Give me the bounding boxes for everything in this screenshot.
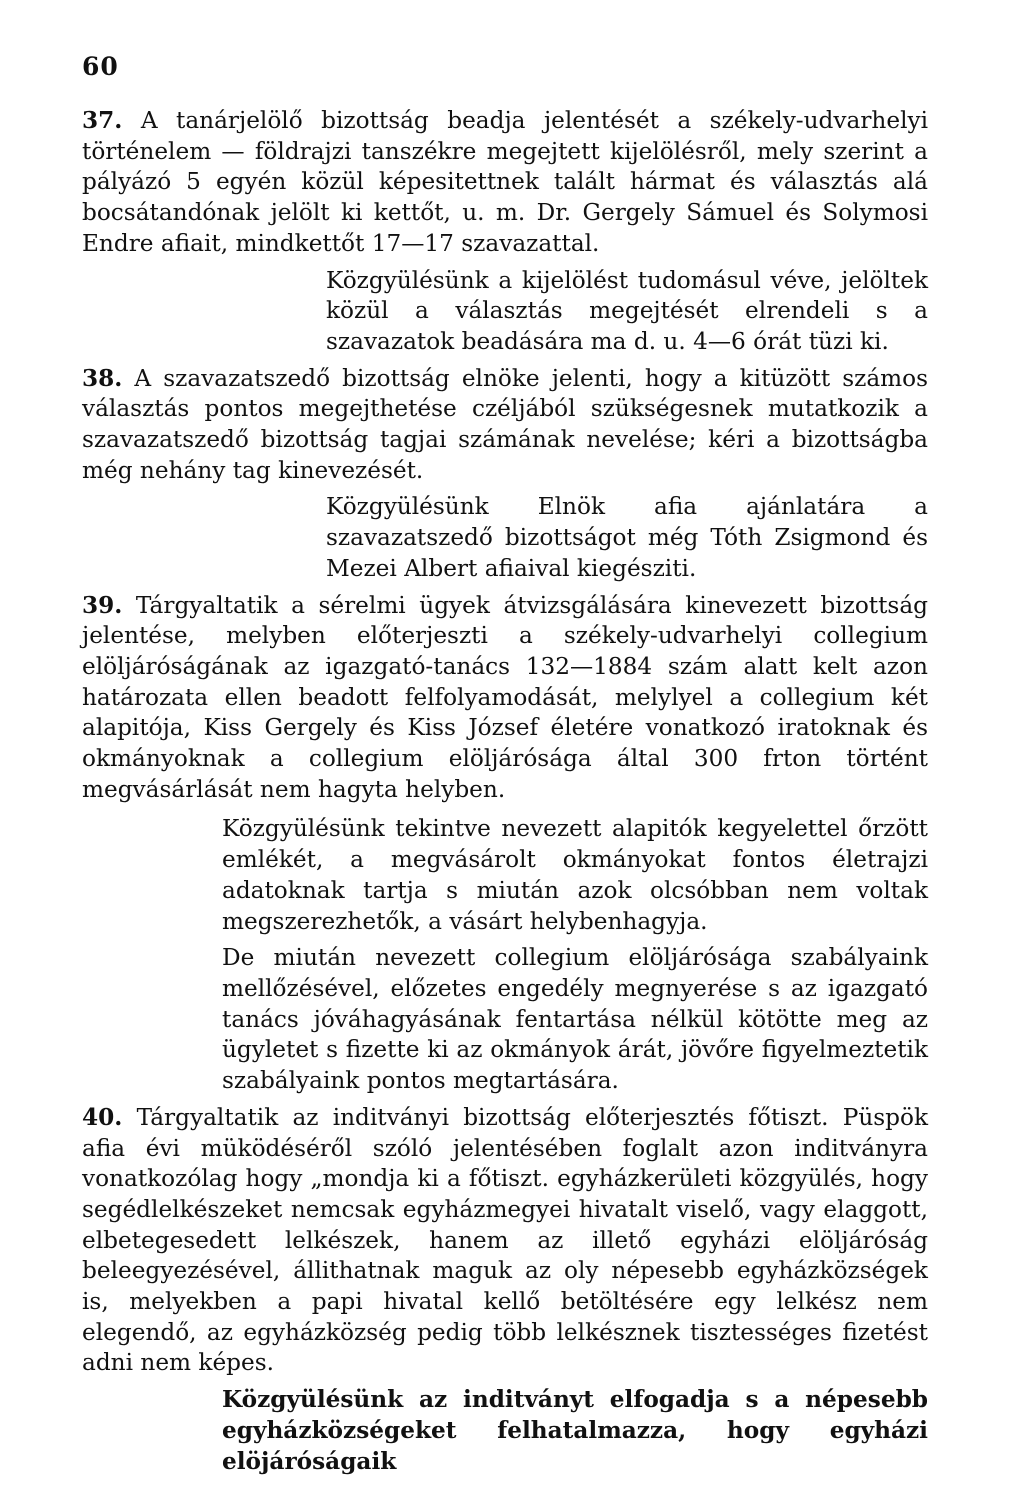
body-text	[82, 106, 928, 1477]
paragraph-40	[82, 1103, 928, 1379]
resolution-37	[82, 266, 928, 358]
paragraph-text: A szavazatszedő bizottság elnöke jelenti, hogy a kitüzött számos választás pontos megejthetése czéljából szükségesnek mutatkozik a szavazatszedő bizottság tagjai számának nevelése; kéri a bizottságba még nehány tag kinevezését.	[82, 364, 928, 484]
resolution-39-first	[82, 814, 928, 937]
resolution-38	[82, 492, 928, 584]
paragraph-text: Közgyülésünk Elnök afia ajánlatára a szavazatszedő bizottságot még Tóth Zsigmond és Mezei Albert afiaival kiegésziti.	[326, 493, 928, 582]
paragraph-text: Tárgyaltatik az inditványi bizottság előterjesztés főtiszt. Püspök afia évi müködéséről szóló jelentésében foglalt azon inditványra vonatkozólag hogy „mondja ki a főtiszt. egyházkerületi közgyülés, hogy segédlelkészeket nemcsak egyházmegyei hivatalt viselő, vagy elaggott, elbetegesedett lelkészek, hanem az illető egyházi elöljáróság beleegyezésével, állithatnak maguk az oly népesebb egyházközségek is, melyekben a papi hivatal kellő betöltésére egy lelkész nem elegendő, az egyházközség pedig több lelkésznek tisztességes fizetést adni nem képes.	[82, 1103, 929, 1377]
paragraph-text: Közgyülésünk tekintve nevezett alapitók kegyelettel őrzött emlékét, a megvásárolt okmányokat fontos életrajzi adatoknak tartja s miután azok olcsóbban nem voltak megszerezhetők, a vásárt helybenhagyja.	[222, 815, 928, 935]
item-number: 38.	[82, 364, 123, 392]
paragraph-text: A tanárjelölő bizottság beadja jelentését a székely-udvarhelyi történelem — földrajzi tanszékre megejtett kijelölésről, mely szerint a pályázó 5 egyén közül képesitettnek talált hármat és választás alá bocsátandónak jelölt ki kettőt, u. m. Dr. Gergely Sámuel és Solymosi Endre afiait, mindkettőt 17—17 szavazattal.	[82, 107, 928, 257]
resolution-39-second	[82, 943, 928, 1097]
paragraph-38	[82, 364, 928, 487]
item-number: 37.	[82, 107, 123, 134]
paragraph-37	[82, 106, 928, 260]
paragraph-text: Tárgyaltatik a sérelmi ügyek átvizsgálására kinevezett bizottság jelentése, melyben előterjeszti a székely-udvarhelyi collegium elöljáróságának az igazgató-tanács 132—1884 szám alatt kelt azon határozata ellen beadott felfolyamodását, melylyel a collegium két alapitója, Kiss Gergely és Kiss József életére vonatkozó iratoknak és okmányoknak a collegium elöljárósága által 300 frton történt megvásárlását nem hagyta helyben.	[82, 591, 928, 803]
paragraph-text: Közgyülésünk az inditványt elfogadja s a népesebb egyházközségeket felhatalmazza, hogy egyházi elöjáróságaik	[222, 1386, 928, 1475]
paragraph-39	[82, 591, 928, 806]
paragraph-text: De miután nevezett collegium elöljárósága szabályaink mellőzésével, előzetes engedély megnyerése s az igazgató tanács jóváhagyásának fentartása nélkül kötötte meg az ügyletet s fizette ki az okmányok árát, jövőre figyelmeztetik szabályaink pontos megtartására.	[222, 944, 928, 1095]
page-number: 60	[82, 52, 119, 81]
item-number: 39.	[82, 591, 123, 619]
item-number: 40.	[82, 1103, 123, 1131]
paragraph-text: Közgyülésünk a kijelölést tudomásul véve, jelöltek közül a választás megejtését elrendeli s a szavazatok beadására ma d. u. 4—6 órát tüzi ki.	[326, 266, 928, 355]
resolution-40	[82, 1385, 928, 1477]
